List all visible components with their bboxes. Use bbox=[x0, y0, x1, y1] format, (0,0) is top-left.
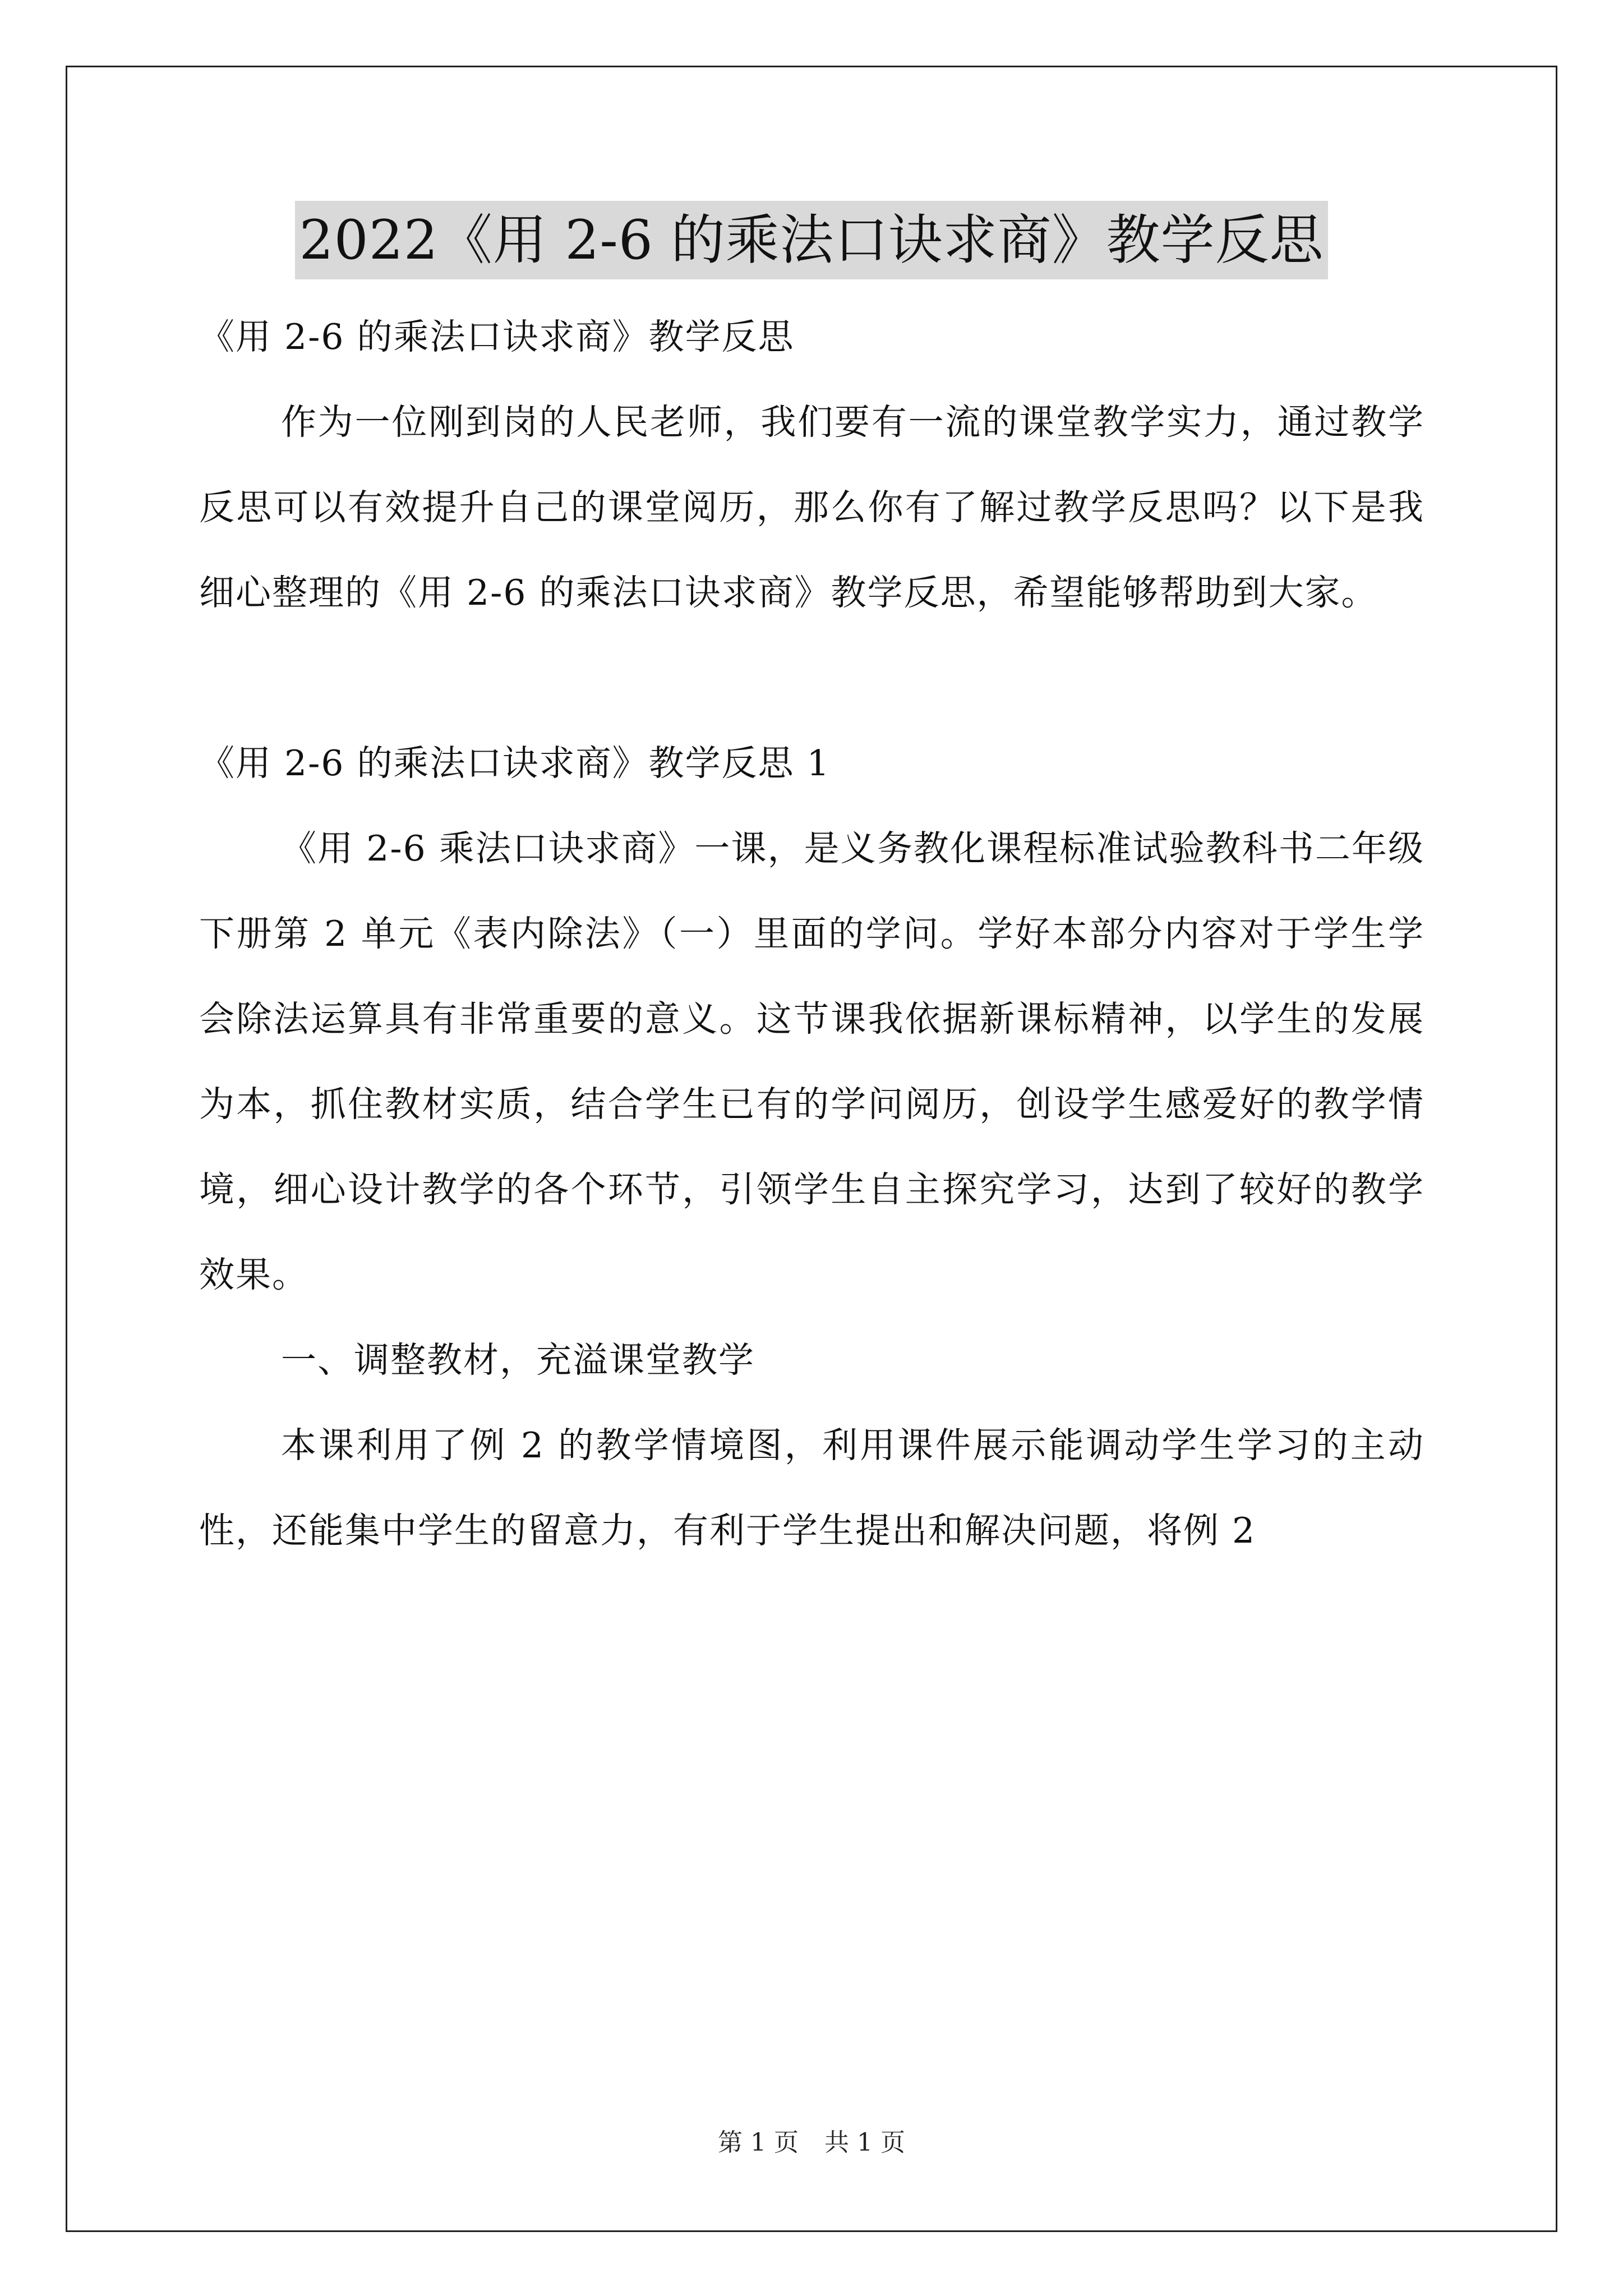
paragraph-body: 《用 2-6 乘法口诀求商》一课，是义务教化课程标准试验教科书二年级下册第 2 单元《表内除法》（一）里面的学问。学好本部分内容对于学生学会除法运算具有非常重要的意义。这节课我依据新课标精神，以学生的发展为本，抓住教材实质，结合学生已有的学问阅历，创设学生感爱好的教学情境，细心设计教学的各个环节，引领学生自主探究学习，达到了较好的教学效果。 bbox=[199, 828, 1424, 1295]
paragraph-subheading: 一、调整教材，充溢课堂教学 bbox=[281, 1340, 755, 1381]
paragraph-body: 本课利用了例 2 的教学情境图，利用课件展示能调动学生学习的主动性，还能集中学生的留意力，有利于学生提出和解决问题，将例 2 bbox=[199, 1425, 1424, 1551]
paragraph-intro: 作为一位刚到岗的人民老师，我们要有一流的课堂教学实力，通过教学反思可以有效提升自己的课堂阅历，那么你有了解过教学反思吗？以下是我细心整理的《用 2-6 的乘法口诀求商》教学反思，希望能够帮助到大家。 bbox=[199, 402, 1424, 613]
page-total: 共 1 页 bbox=[824, 2128, 905, 2157]
paragraph-section-heading: 《用 2-6 的乘法口诀求商》教学反思 1 bbox=[199, 743, 831, 784]
paragraph-spacer bbox=[199, 636, 1424, 721]
paragraph-heading: 《用 2-6 的乘法口诀求商》教学反思 bbox=[199, 316, 795, 357]
document-body bbox=[199, 295, 1424, 1573]
document-title: 2022《用 2-6 的乘法口诀求商》教学反思 bbox=[295, 201, 1329, 279]
page-footer bbox=[0, 2126, 1623, 2160]
page-number: 第 1 页 bbox=[718, 2128, 799, 2157]
title-container bbox=[0, 201, 1623, 279]
